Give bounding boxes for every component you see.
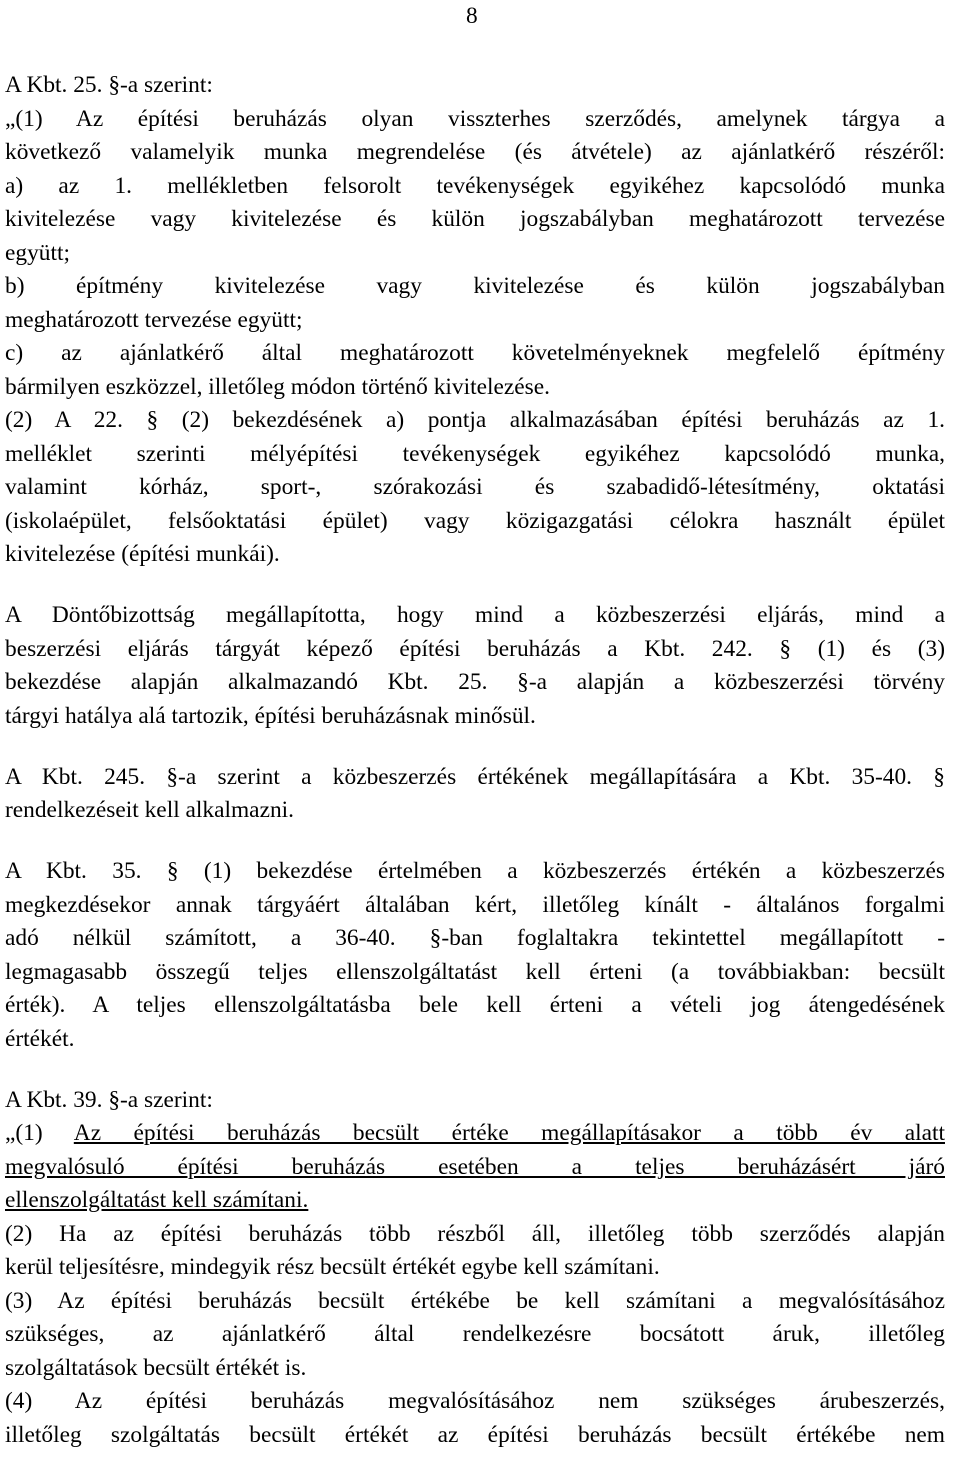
line-text: következő valamelyik munka megrendelése (és átvétele) az ajánlatkérő részéről:	[5, 139, 945, 165]
underlined-text: megvalósuló építési beruházás esetében a teljes beruházásért járó	[5, 1153, 945, 1180]
line-text: a) az 1. mellékletben felsorolt tevékenységek egyikéhez kapcsolódó munka	[5, 172, 945, 199]
text-line	[5, 1023, 945, 1057]
text-line	[5, 304, 945, 338]
paragraph-gap	[5, 572, 945, 600]
text-line	[5, 438, 945, 472]
paragraph	[5, 69, 945, 572]
text-line	[5, 1352, 945, 1386]
text-line	[5, 538, 945, 572]
document-body	[5, 69, 945, 1452]
text-line	[5, 761, 945, 795]
text-line	[5, 1084, 945, 1118]
text-line	[5, 855, 945, 889]
paragraph-gap	[5, 733, 945, 761]
text-line	[5, 666, 945, 700]
paragraph	[5, 855, 945, 1056]
line-text: értékét.	[5, 1025, 75, 1052]
line-text: megkezdésekor annak tárgyáért általában kért, illetőleg kínált - általános forgalmi	[5, 891, 945, 918]
line-text: együtt;	[5, 239, 70, 266]
text-line	[5, 599, 945, 633]
text-line	[5, 69, 945, 103]
text-line	[5, 404, 945, 438]
line-text: (iskolaépület, felsőoktatási épület) vagy közigazgatási célokra használt épület	[5, 507, 945, 534]
paragraph	[5, 599, 945, 733]
paragraph	[5, 1084, 945, 1453]
text-line	[5, 794, 945, 828]
text-line	[5, 1117, 945, 1151]
text-line	[5, 956, 945, 990]
line-text: melléklet szerinti mélyépítési tevékenységek egyikéhez kapcsolódó munka,	[5, 440, 945, 467]
quote-prefix: „(1)	[5, 1120, 74, 1146]
line-text: illetőleg szolgáltatás becsült értékét az építési beruházás becsült értékébe nem	[5, 1421, 945, 1448]
line-text: c) az ajánlatkérő által meghatározott követelményeknek megfelelő építmény	[5, 340, 945, 366]
line-text: A Kbt. 25. §-a szerint:	[5, 72, 213, 98]
text-line	[5, 922, 945, 956]
paragraph-gap	[5, 828, 945, 856]
line-text: A Döntőbizottság megállapította, hogy mind a közbeszerzési eljárás, mind a	[5, 602, 945, 628]
text-line	[5, 471, 945, 505]
text-line	[5, 1151, 945, 1185]
text-line	[5, 337, 945, 371]
text-line	[5, 170, 945, 204]
text-line	[5, 1184, 945, 1218]
line-text: szolgáltatások becsült értékét is.	[5, 1354, 307, 1381]
text-line	[5, 505, 945, 539]
page-number: 8	[466, 3, 478, 29]
line-text: adó nélkül számított, a 36-40. §-ban foglaltakra tekintettel megállapított -	[5, 925, 945, 951]
underlined-text: ellenszolgáltatást kell számítani.	[5, 1187, 309, 1213]
line-text: (3) Az építési beruházás becsült értékébe be kell számítani a megvalósításához	[5, 1287, 945, 1314]
line-text: tárgyi hatálya alá tartozik, építési beruházásnak minősül.	[5, 702, 536, 729]
text-line	[5, 1251, 945, 1285]
line-text: bekezdése alapján alkalmazandó Kbt. 25. §-a alapján a közbeszerzési törvény	[5, 669, 945, 695]
text-line	[5, 1285, 945, 1319]
text-line	[5, 633, 945, 667]
paragraph	[5, 761, 945, 828]
line-text: meghatározott tervezése együtt;	[5, 306, 303, 333]
line-text: b) építmény kivitelezése vagy kivitelezése és külön jogszabályban	[5, 273, 945, 299]
text-line	[5, 1385, 945, 1419]
text-line	[5, 103, 945, 137]
line-text: „(1) Az építési beruházás olyan visszterhes szerződés, amelynek tárgya a	[5, 105, 945, 132]
line-text: bármilyen eszközzel, illetőleg módon történő kivitelezése.	[5, 373, 550, 400]
line-text: (2) Ha az építési beruházás több részből áll, illetőleg több szerződés alapján	[5, 1220, 945, 1247]
line-text: érték). A teljes ellenszolgáltatásba bele kell érteni a vételi jog átengedésének	[5, 992, 945, 1018]
line-text: A Kbt. 245. §-a szerint a közbeszerzés értékének megállapítására a Kbt. 35-40. §	[5, 763, 945, 790]
paragraph-gap	[5, 1056, 945, 1084]
line-text: beszerzési eljárás tárgyát képező építési beruházás a Kbt. 242. § (1) és (3)	[5, 635, 945, 662]
text-line	[5, 371, 945, 405]
line-text: (2) A 22. § (2) bekezdésének a) pontja alkalmazásában építési beruházás az 1.	[5, 407, 945, 433]
text-line	[5, 270, 945, 304]
line-text: kivitelezése vagy kivitelezése és külön jogszabályban meghatározott tervezése	[5, 206, 945, 232]
text-line	[5, 136, 945, 170]
text-line	[5, 1218, 945, 1252]
text-line	[5, 700, 945, 734]
underlined-text: Az építési beruházás becsült értéke megállapításakor a több év alatt	[73, 1120, 945, 1146]
text-line	[5, 989, 945, 1023]
line-text: A Kbt. 39. §-a szerint:	[5, 1086, 213, 1113]
text-line	[5, 1318, 945, 1352]
line-text: kerül teljesítésre, mindegyik rész becsült értékét egybe kell számítani.	[5, 1254, 660, 1280]
line-text: valamint kórház, sport-, szórakozási és szabadidő-létesítmény, oktatási	[5, 474, 945, 500]
line-text: kivitelezése (építési munkái).	[5, 541, 280, 567]
line-text: legmagasabb összegű teljes ellenszolgáltatást kell érteni (a továbbiakban: becsült	[5, 958, 945, 985]
line-text: A Kbt. 35. § (1) bekezdése értelmében a közbeszerzés értékén a közbeszerzés	[5, 858, 945, 884]
text-line	[5, 889, 945, 923]
line-text: (4) Az építési beruházás megvalósításához nem szükséges árubeszerzés,	[5, 1388, 945, 1414]
text-line	[5, 203, 945, 237]
line-text: szükséges, az ajánlatkérő által rendelkezésre bocsátott áruk, illetőleg	[5, 1321, 945, 1347]
line-text: rendelkezéseit kell alkalmazni.	[5, 797, 294, 823]
text-line	[5, 1419, 945, 1453]
text-line	[5, 237, 945, 271]
